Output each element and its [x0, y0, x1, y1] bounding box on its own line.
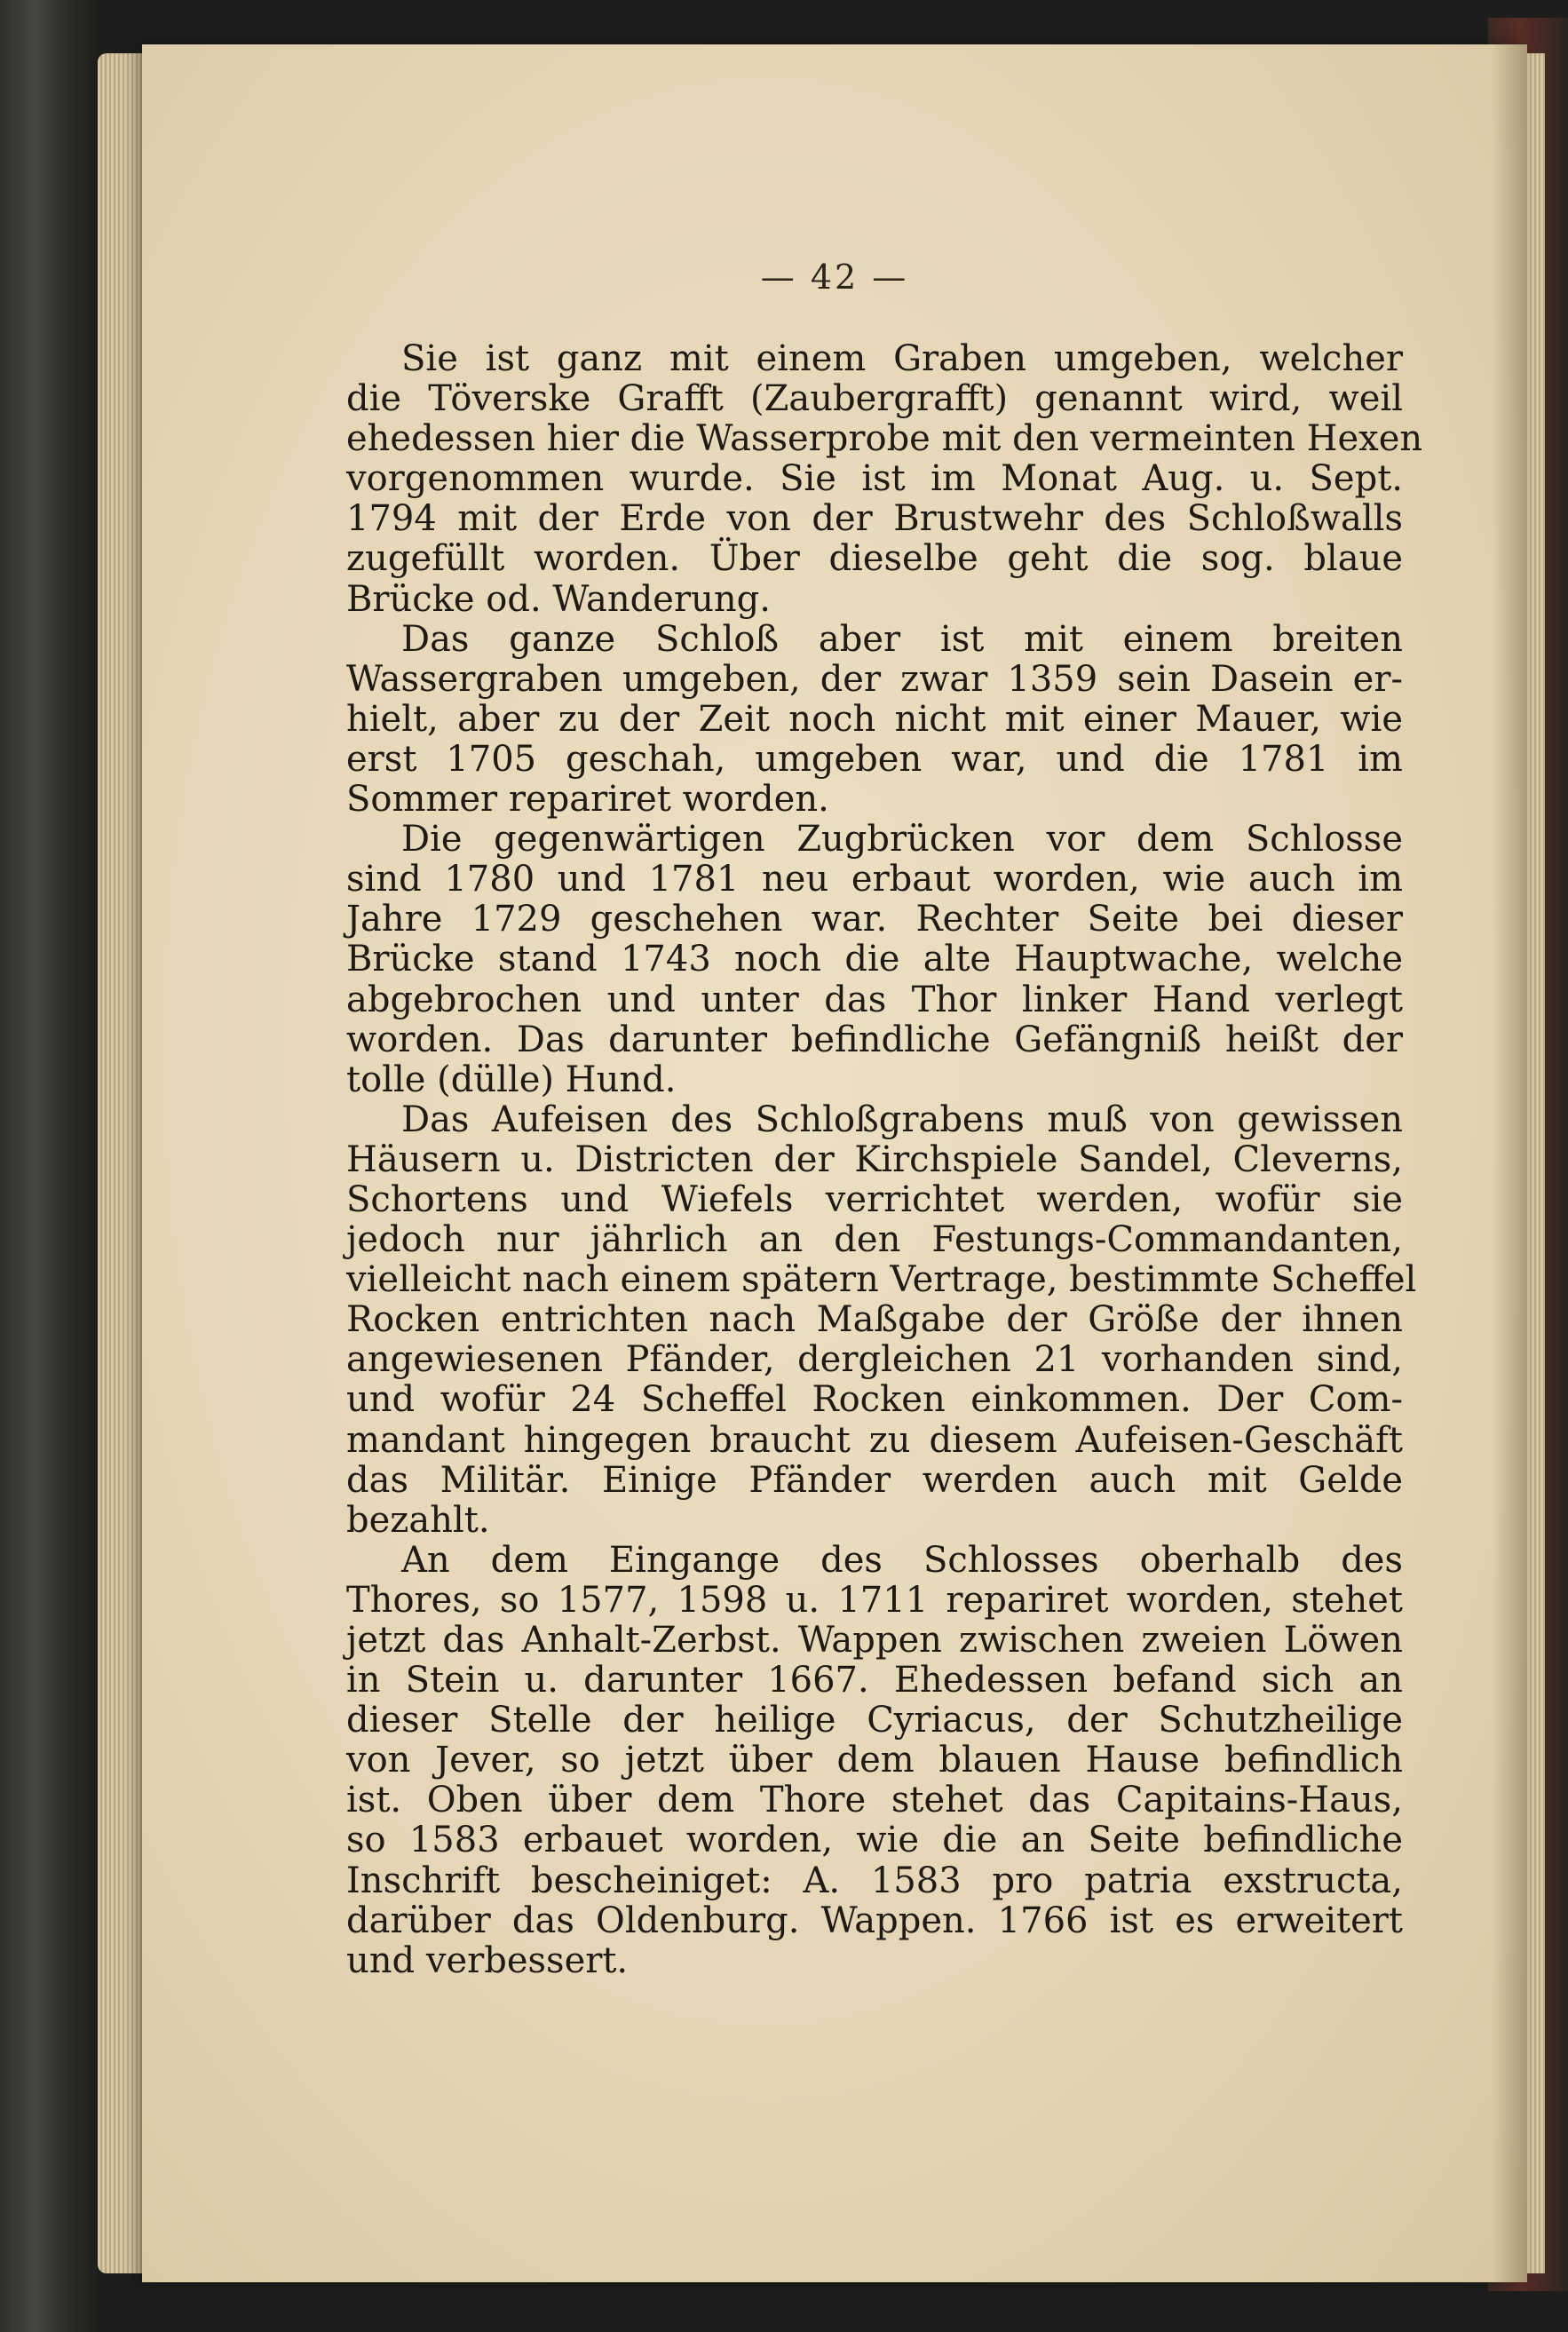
text-line: sind 1780 und 1781 neu erbaut worden, wie auch im: [346, 859, 1403, 900]
text-line: abgebrochen und unter das Thor linker Hand verlegt: [346, 979, 1403, 1020]
page-gutter-shadow: [1492, 44, 1527, 2282]
text-line: dieser Stelle der heilige Cyriacus, der Schutzheilige: [346, 1700, 1403, 1741]
text-line: Jahre 1729 geschehen war. Rechter Seite bei dieser: [346, 899, 1403, 940]
text-line: angewiesenen Pfänder, dergleichen 21 vorhanden sind,: [346, 1339, 1403, 1381]
text-line: Das Aufeisen des Schloßgrabens muß von gewissen: [401, 1099, 1403, 1140]
text-line: und wofür 24 Scheffel Rocken einkommen. Der Com-: [346, 1379, 1403, 1421]
text-line: Rocken entrichten nach Maßgabe der Größe der ihnen: [346, 1299, 1403, 1341]
text-line: darüber das Oldenburg. Wappen. 1766 ist es erweitert: [346, 1900, 1403, 1941]
text-line: Häusern u. Districten der Kirchspiele Sandel, Cleverns,: [346, 1138, 1403, 1180]
text-line: Schortens und Wiefels verrichtet werden, wofür sie: [346, 1178, 1403, 1220]
text-line: Thores, so 1577, 1598 u. 1711 repariret worden, stehet: [346, 1579, 1403, 1621]
text-line: in Stein u. darunter 1667. Ehedessen befand sich an: [346, 1660, 1403, 1701]
page-number: — 42 —: [760, 258, 909, 297]
text-line: jetzt das Anhalt-Zerbst. Wappen zwischen zweien Löwen: [346, 1620, 1403, 1661]
text-line: worden. Das darunter befindliche Gefängniß heißt der: [346, 1019, 1403, 1060]
text-line: ehedessen hier die Wasserprobe mit den vermeinten Hexen: [346, 418, 1423, 460]
text-line: bezahlt.: [346, 1499, 490, 1541]
text-line: vielleicht nach einem spätern Vertrage, bestimmte Scheffel: [346, 1259, 1417, 1301]
text-line: Sommer repariret worden.: [346, 779, 829, 821]
text-line: Das ganze Schloß aber ist mit einem breiten: [401, 618, 1403, 660]
text-line: An dem Eingange des Schlosses oberhalb des: [401, 1539, 1403, 1581]
text-line: erst 1705 geschah, umgeben war, und die 1781 im: [346, 738, 1403, 780]
text-line: ist. Oben über dem Thore stehet das Capitains-Haus,: [346, 1780, 1403, 1821]
text-line: von Jever, so jetzt über dem blauen Hause befindlich: [346, 1740, 1403, 1781]
text-line: mandant hingegen braucht zu diesem Aufeisen-Geschäft: [346, 1419, 1403, 1461]
text-line: das Militär. Einige Pfänder werden auch mit Gelde: [346, 1459, 1403, 1501]
text-line: Wassergraben umgeben, der zwar 1359 sein Dasein er-: [346, 658, 1403, 700]
text-line: so 1583 erbauet worden, wie die an Seite befindliche: [346, 1820, 1403, 1861]
text-line: Brücke od. Wanderung.: [346, 578, 771, 620]
text-line: zugefüllt worden. Über dieselbe geht die sog. blaue: [346, 538, 1403, 580]
text-line: hielt, aber zu der Zeit noch nicht mit einer Mauer, wie: [346, 698, 1403, 740]
text-line: die Töverske Grafft (Zaubergrafft) genannt wird, weil: [346, 378, 1403, 420]
text-line: vorgenommen wurde. Sie ist im Monat Aug. u. Sept.: [346, 458, 1403, 500]
text-line: Sie ist ganz mit einem Graben umgeben, welcher: [401, 338, 1403, 379]
text-line: Brücke stand 1743 noch die alte Hauptwache, welche: [346, 939, 1403, 980]
text-line: 1794 mit der Erde von der Brustwehr des Schloßwalls: [346, 498, 1403, 540]
text-line: und verbessert.: [346, 1939, 629, 1981]
text-line: jedoch nur jährlich an den Festungs-Commandanten,: [346, 1219, 1403, 1261]
text-line: Inschrift bescheiniget: A. 1583 pro patria exstructa,: [346, 1860, 1403, 1901]
text-line: Die gegenwärtigen Zugbrücken vor dem Schlosse: [401, 819, 1403, 861]
body-text: [346, 338, 1423, 1981]
text-line: tolle (dülle) Hund.: [346, 1059, 677, 1100]
